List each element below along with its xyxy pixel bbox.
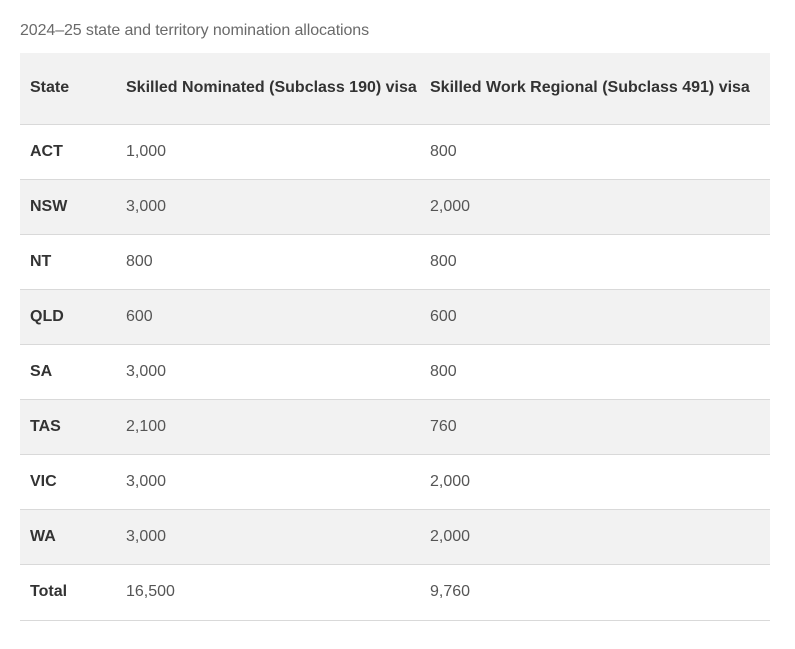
table-row [20,124,770,179]
subclass-190-cell: 600 [116,289,420,344]
subclass-491-cell: 800 [420,124,770,179]
header-state: State [20,53,116,124]
state-cell: ACT [20,124,116,179]
table-row [20,344,770,399]
subclass-491-cell: 2,000 [420,179,770,234]
subclass-190-cell: 800 [116,234,420,289]
table-row [20,289,770,344]
table-caption: 2024–25 state and territory nomination allocations [20,22,370,39]
allocations-table [20,53,770,621]
total-subclass-491-cell: 9,760 [420,564,770,620]
state-cell: WA [20,509,116,564]
total-subclass-190-cell: 16,500 [116,564,420,620]
table-row [20,454,770,509]
subclass-491-cell: 2,000 [420,454,770,509]
subclass-190-cell: 1,000 [116,124,420,179]
table-row [20,234,770,289]
subclass-491-cell: 2,000 [420,509,770,564]
table-body [20,124,770,620]
table-row [20,399,770,454]
subclass-491-cell: 800 [420,344,770,399]
state-cell: QLD [20,289,116,344]
subclass-190-cell: 2,100 [116,399,420,454]
subclass-190-cell: 3,000 [116,509,420,564]
subclass-491-cell: 600 [420,289,770,344]
state-cell: TAS [20,399,116,454]
subclass-190-cell: 3,000 [116,454,420,509]
header-subclass-491: Skilled Work Regional (Subclass 491) visa [420,53,770,124]
state-cell: VIC [20,454,116,509]
table-row [20,509,770,564]
subclass-491-cell: 760 [420,399,770,454]
subclass-190-cell: 3,000 [116,344,420,399]
allocations-table-wrapper [20,53,770,621]
subclass-190-cell: 3,000 [116,179,420,234]
total-label-cell: Total [20,564,116,620]
header-subclass-190: Skilled Nominated (Subclass 190) visa [116,53,420,124]
state-cell: NT [20,234,116,289]
table-row [20,179,770,234]
total-row [20,564,770,620]
table-header [20,53,770,124]
state-cell: SA [20,344,116,399]
subclass-491-cell: 800 [420,234,770,289]
header-row [20,53,770,124]
state-cell: NSW [20,179,116,234]
